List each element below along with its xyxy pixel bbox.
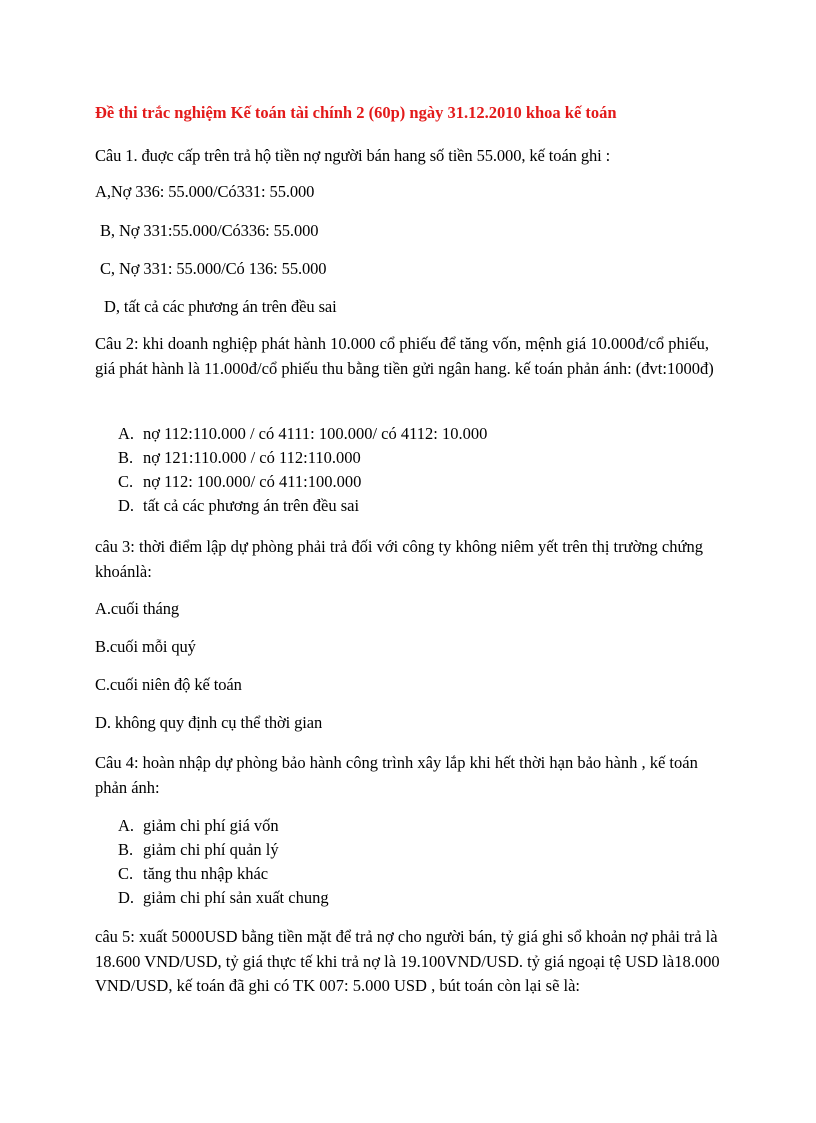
question-3: câu 3: thời điểm lập dự phòng phải trả đối với công ty không niêm yết trên thị trường chứng khoánlà:: [95, 537, 703, 581]
option-marker: D.: [118, 496, 135, 515]
option-text: tất cả các phương án trên đều sai: [143, 496, 360, 515]
question-3-option-a: A.cuối tháng: [95, 599, 180, 618]
question-1-option-d: D, tất cả các phương án trên đều sai: [104, 297, 337, 316]
question-1-option-b: B, Nợ 331:55.000/Có336: 55.000: [100, 221, 319, 240]
option-text: nợ 112:110.000 / có 4111: 100.000/ có 4112: 10.000: [143, 424, 488, 443]
option-text: giảm chi phí quản lý: [143, 840, 279, 859]
option-marker: B.: [118, 840, 134, 859]
question-4-option-b: [118, 840, 279, 860]
option-text: tăng thu nhập khác: [143, 864, 269, 883]
question-5: câu 5: xuất 5000USD bằng tiền mặt để trả nợ cho người bán, tỷ giá ghi sổ khoản nợ phải trả là 18.600 VND/USD, tỷ giá thực tế khi trả nợ là 19.100VND/USD. tỷ giá ngoại tệ USD là18.000 VND/USD, kế toán đã ghi có TK 007: 5.000 USD , bút toán còn lại sẽ là:: [95, 927, 720, 995]
question-3-option-b: B.cuối mỗi quý: [95, 637, 196, 656]
option-marker: A.: [118, 424, 135, 443]
question-1-option-c: C, Nợ 331: 55.000/Có 136: 55.000: [100, 259, 327, 278]
option-marker: A.: [118, 816, 135, 835]
question-4: Câu 4: hoàn nhập dự phòng bảo hành công trình xây lắp khi hết thời hạn bảo hành , kế toán phản ánh:: [95, 753, 698, 797]
option-text: nợ 121:110.000 / có 112:110.000: [143, 448, 361, 467]
question-3-option-c: C.cuối niên độ kế toán: [95, 675, 242, 694]
option-marker: C.: [118, 472, 134, 491]
question-1: Câu 1. đuợc cấp trên trả hộ tiền nợ người bán hang số tiền 55.000, kế toán ghi :: [95, 146, 611, 165]
option-marker: D.: [118, 888, 135, 907]
document-title: Đề thi trắc nghiệm Kế toán tài chính 2 (60p) ngày 31.12.2010 khoa kế toán: [95, 103, 617, 122]
option-marker: B.: [118, 448, 134, 467]
question-1-option-a: A,Nợ 336: 55.000/Có331: 55.000: [95, 182, 315, 201]
question-2-option-b: [118, 448, 361, 468]
question-2-option-d: [118, 496, 359, 516]
question-4-option-d: [118, 888, 329, 908]
option-text: giảm chi phí giá vốn: [143, 816, 279, 835]
question-4-option-c: [118, 864, 268, 884]
question-4-option-a: [118, 816, 279, 836]
question-3-option-d: D. không quy định cụ thể thời gian: [95, 713, 323, 732]
option-marker: C.: [118, 864, 134, 883]
question-2-option-c: [118, 472, 361, 492]
question-2-option-a: [118, 424, 487, 444]
question-2: Câu 2: khi doanh nghiệp phát hành 10.000 cổ phiếu để tăng vốn, mệnh giá 10.000đ/cổ phiếu, giá phát hành là 11.000đ/cổ phiếu thu bằng tiền gửi ngân hang. kế toán phản ánh: (đvt:1000đ): [95, 334, 714, 378]
option-text: giảm chi phí sản xuất chung: [143, 888, 329, 907]
option-text: nợ 112: 100.000/ có 411:100.000: [143, 472, 362, 491]
